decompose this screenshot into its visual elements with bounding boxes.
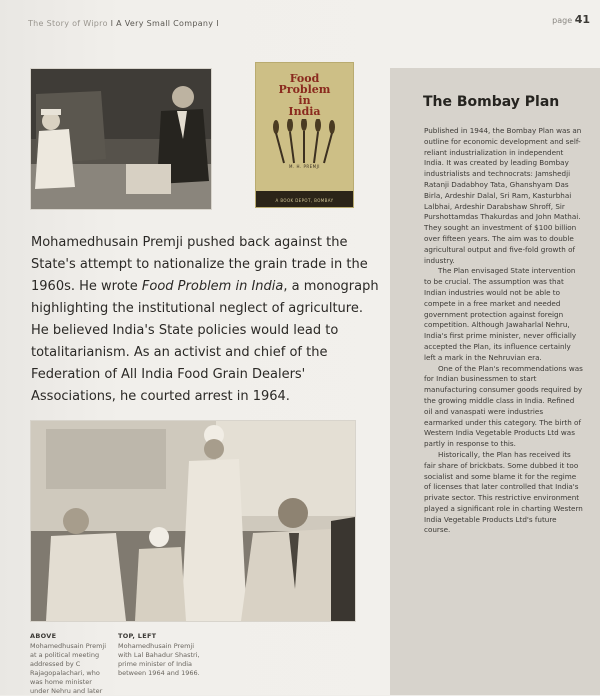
book-title: The Story of Wipro [28, 19, 108, 28]
sidebar-paragraph: Historically, the Plan has received its fair share of brickbats. Some dubbed it too socialist and some blame it for the regime of licenses that later controlled that India's private sector. This restrictive environment played a significant role in charting Western India Vegetable Products Ltd's future course. [424, 449, 583, 535]
sidebar-paragraph: The Plan envisaged State intervention to be crucial. The assumption was that Indian industries would not be able to compete in a free market and needed government protection against foreign competition. Although Jawaharlal Nehru, India's first prime minister, never officially accepted the Plan, its influence certainly left a mark in the Nehruvian era. [424, 266, 577, 362]
photo-political-meeting-illustration [31, 421, 355, 621]
sidebar-title: The Bombay Plan [423, 94, 560, 110]
book-cover-publisher: A BOOK DEPOT, BOMBAY [275, 198, 334, 203]
sidebar-paragraph: One of the Plan's recommendations was for Indian businessmen to start manufacturing consumer goods required by the growing middle class in India. Refined oil and vanaspati were industries earmarked under this category. The birth of Western India Vegetable Products Ltd was partly in response to this. [424, 363, 583, 449]
page-label: page [552, 16, 573, 25]
running-separator: I [110, 19, 114, 28]
running-separator-end: I [216, 19, 219, 28]
book-cover-food-problem-in-india [255, 62, 354, 208]
caption-above-label: ABOVE [30, 632, 57, 640]
book-cover-author: M. H. PREMJI [288, 164, 320, 169]
lead-text-part1: Mohamedhusain Premji pushed back against the State's attempt to nationalize the grain trade in the 1960s. He wrote [31, 235, 368, 294]
caption-top-left-text: Mohamedhusain Premji with Lal Bahadur Shastri, prime minister of India between 1964 and 1966. [118, 642, 200, 677]
wheat-illustration-icon [256, 119, 353, 164]
caption-top-left [118, 632, 200, 678]
chapter-title: A Very Small Company [116, 19, 214, 28]
lead-paragraph [31, 232, 383, 408]
book-cover-title-line: Food [289, 72, 320, 85]
photo-premji-with-shastri [30, 68, 212, 210]
book-cover-title [256, 73, 353, 117]
page-number-value: 41 [574, 13, 590, 26]
caption-above [30, 632, 110, 696]
page-number [552, 13, 590, 26]
photo-premji-with-shastri-illustration [31, 69, 211, 209]
sidebar-paragraph: Published in 1944, the Bombay Plan was an outline for economic development and self-reliant industrialization in independent India. It was created by leading Bombay industrialists and technocrats: Jamshedji Ratanji Dadabhoy Tata, Ghanshyam Das Birla, Ardeshir Dalal, Sri Ram, Kasturbhai Lalbhai, Ardeshir Darabshaw Shroff, Sir Purshottamdas Thakurdas and John Mathai. They sought an investment of $100 billion over fifteen years. The aim was to double agricultural output and five-fold growth of industry. [424, 126, 582, 265]
lead-book-title: Food Problem in India [141, 279, 284, 294]
caption-above-text: Mohamedhusain Premji at a political meeting addressed by C Rajagopalachari, who was home minister under Nehru and later [30, 642, 107, 695]
photo-political-meeting [30, 420, 356, 622]
running-head [28, 19, 219, 28]
caption-top-left-label: TOP, LEFT [118, 632, 157, 640]
lead-text-part2: , a monograph highlighting the institutional neglect of agriculture. He believed India's State policies would lead to totalitarianism. As an activist and chief of the Federation of All India Food Grain Dealers' Associations, he courted arrest in 1964. [31, 279, 379, 404]
book-cover-title-line: India [288, 105, 321, 118]
sidebar-body [424, 126, 584, 536]
book-cover-title-line: in [298, 94, 311, 107]
book-cover-title-line: Problem [278, 83, 331, 96]
